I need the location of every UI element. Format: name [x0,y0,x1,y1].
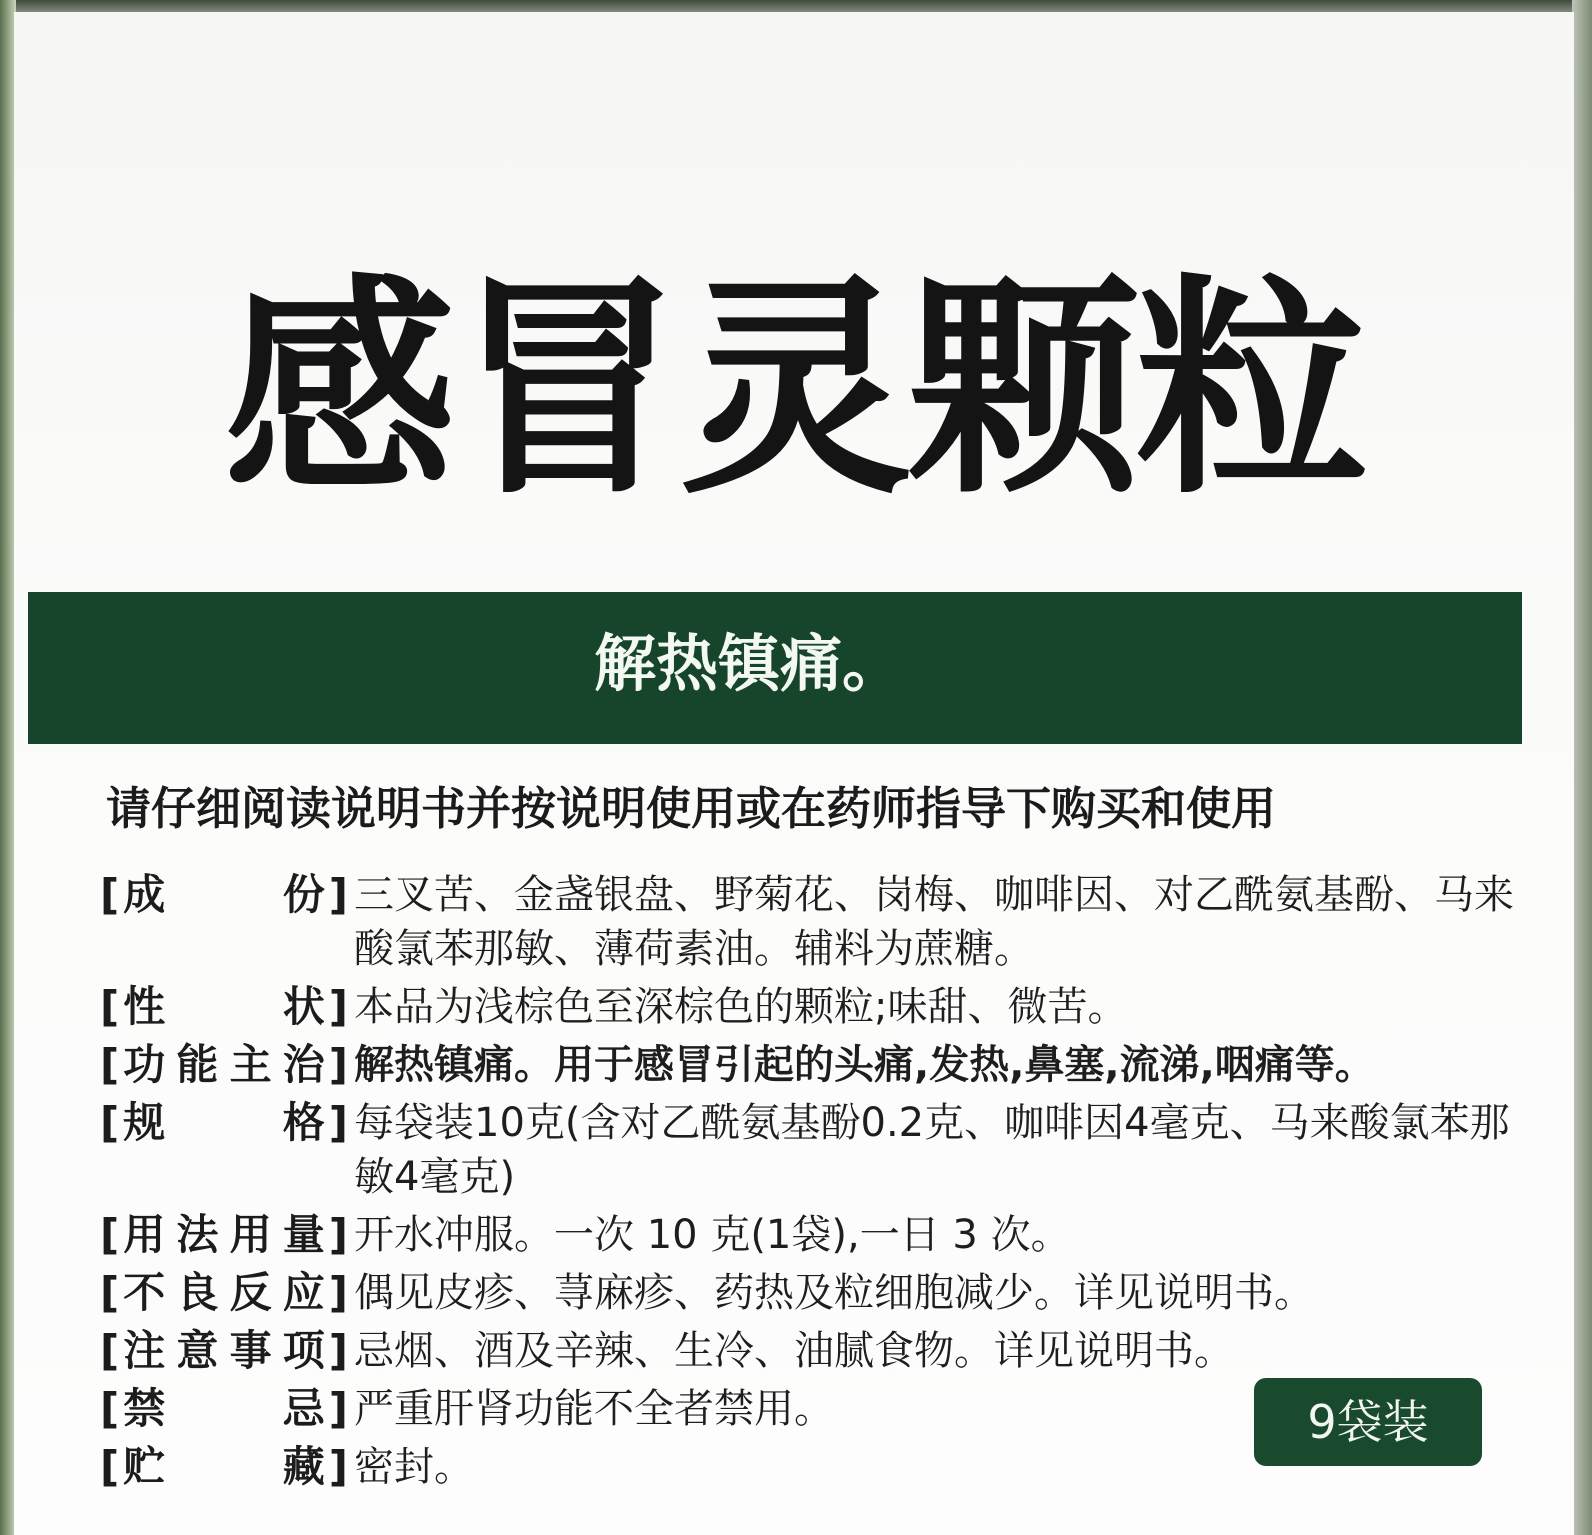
section-label: [ 贮藏 ] [100,1442,348,1491]
section-appearance [100,980,1520,1034]
section-text: 解热镇痛。用于感冒引起的头痛,发热,鼻塞,流涕,咽痛等。 [354,1042,1375,1088]
section-label: [ 用法用量 ] [100,1210,348,1259]
usage-warning: 请仔细阅读说明书并按说明使用或在药师指导下购买和使用 [106,782,1277,835]
section-label: [ 性状 ] [100,982,348,1031]
section-label: [ 规格 ] [100,1098,348,1147]
section-text: 开水冲服。一次 10 克(1袋),一日 3 次。 [354,1212,1071,1258]
section-label: [ 不良反应 ] [100,1268,348,1317]
section-indications [100,1038,1520,1092]
section-label: [ 禁忌 ] [100,1384,348,1433]
package-count-badge: 9袋装 [1254,1378,1482,1466]
section-text: 严重肝肾功能不全者禁用。 [354,1386,834,1432]
section-adverse-reactions [100,1266,1520,1320]
green-band [28,592,1522,744]
section-label: [ 功能主治 ] [100,1040,348,1089]
section-precautions [100,1324,1520,1378]
section-label: [ 注意事项 ] [100,1326,348,1375]
section-text: 三叉苦、金盏银盘、野菊花、岗梅、咖啡因、对乙酰氨基酚、马来酸氯苯那敏、薄荷素油。辅料为蔗糖。 [354,872,1514,972]
section-text: 每袋装10克(含对乙酰氨基酚0.2克、咖啡因4毫克、马来酸氯苯那敏4毫克) [354,1100,1510,1200]
section-ingredients [100,868,1520,976]
product-title: 感冒灵颗粒 [223,255,1364,525]
box-right-edge [1572,0,1592,1535]
section-text: 本品为浅棕色至深棕色的颗粒;味甜、微苦。 [354,984,1128,1030]
section-specification [100,1096,1520,1204]
section-text: 偶见皮疹、荨麻疹、药热及粒细胞减少。详见说明书。 [354,1270,1314,1316]
band-slogan: 解热镇痛。 [594,627,905,700]
section-label: [ 成份 ] [100,870,348,919]
section-dosage [100,1208,1520,1262]
section-text: 忌烟、酒及辛辣、生冷、油腻食物。详见说明书。 [354,1328,1234,1374]
package-panel [14,12,1574,1535]
section-text: 密封。 [354,1444,474,1490]
